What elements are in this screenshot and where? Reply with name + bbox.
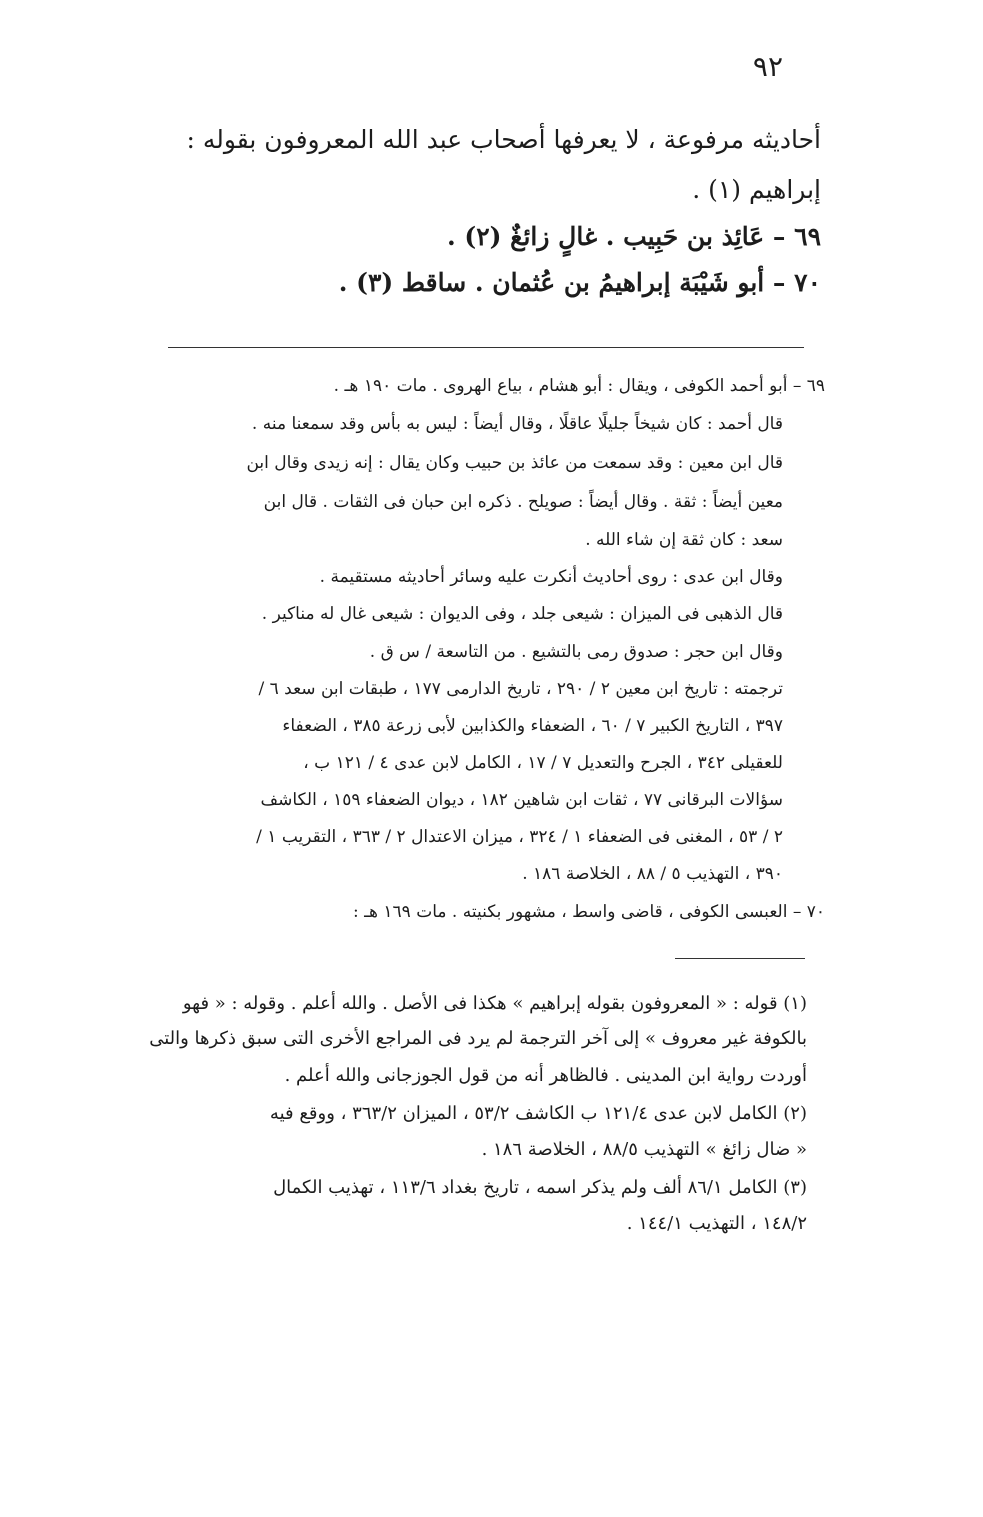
page-number: ٩٢ bbox=[752, 50, 783, 83]
footnote-line: بالكوفة غير معروف » إلى آخر الترجمة لم يرد فى المراجع الأخرى التى سبق ذكرها والتى bbox=[149, 1028, 807, 1049]
note-line: وقال ابن عدى : روى أحاديث أنكرت عليه وسائر أحاديثه مستقيمة . bbox=[319, 567, 783, 587]
main-text-line: أحاديثه مرفوعة ، لا يعرفها أصحاب عبد الله المعروفون بقوله : bbox=[186, 125, 821, 154]
note-entry-69: ٦٩ – أبو أحمد الكوفى ، ويقال : أبو هشام ، بياع الهروى . مات ١٩٠ هـ . bbox=[333, 376, 825, 396]
entry-70-heading: ٧٠ – أبو شَيْبَة إبراهيمُ بن عُثمان . ساقط (٣) . bbox=[338, 268, 821, 297]
footnote-2: (٢) الكامل لابن عدى ١٢١/٤ ب الكاشف ٥٣/٢ ، الميزان ٣٦٣/٢ ، ووقع فيه bbox=[269, 1103, 807, 1124]
note-line: سعد : كان ثقة إن شاء الله . bbox=[585, 530, 783, 550]
main-text-line: إبراهيم (١) . bbox=[692, 175, 821, 204]
references-line: سؤالات البرقانى ٧٧ ، ثقات ابن شاهين ١٨٢ ، ديوان الضعفاء ١٥٩ ، الكاشف bbox=[260, 790, 783, 810]
references-line: ٢ / ٥٣ ، المغنى فى الضعفاء ١ / ٣٢٤ ، ميزان الاعتدال ٢ / ٣٦٣ ، التقريب ١ / bbox=[256, 827, 783, 847]
note-line: معين أيضاً : ثقة . وقال أيضاً : صويلح . ذكره ابن حبان فى الثقات . قال ابن bbox=[263, 492, 783, 512]
entry-69-heading: ٦٩ – عَائِذ بن حَبِيب . غالٍ زائغٌ (٢) . bbox=[446, 222, 821, 251]
note-line: قال ابن معين : وقد سمعت من عائذ بن حبيب وكان يقال : إنه زيدى وقال ابن bbox=[246, 453, 783, 473]
footnotes-divider bbox=[675, 958, 805, 959]
footnote-3: (٣) الكامل ٨٦/١ ألف ولم يذكر اسمه ، تاريخ بغداد ١١٣/٦ ، تهذيب الكمال bbox=[273, 1177, 807, 1198]
references-line: ترجمته : تاريخ ابن معين ٢ / ٢٩٠ ، تاريخ الدارمى ١٧٧ ، طبقات ابن سعد ٦ / bbox=[258, 679, 783, 699]
footnote-1: (١) قوله : « المعروفون بقوله إبراهيم » هكذا فى الأصل . والله أعلم . وقوله : « فهو bbox=[182, 993, 807, 1014]
footnote-line: أوردت رواية ابن المدينى . فالظاهر أنه من قول الجوزجانى والله أعلم . bbox=[284, 1065, 807, 1086]
references-line: ٣٩٧ ، التاريخ الكبير ٧ / ٦٠ ، الضعفاء والكذابين لأبى زرعة ٣٨٥ ، الضعفاء bbox=[282, 716, 783, 736]
note-line: وقال ابن حجر : صدوق رمى بالتشيع . من التاسعة / س ق . bbox=[369, 642, 783, 662]
note-line: قال أحمد : كان شيخاً جليلًا عاقلًا ، وقال أيضاً : ليس به بأس وقد سمعنا منه . bbox=[251, 414, 783, 434]
notes-divider bbox=[168, 347, 804, 348]
footnote-line: ١٤٨/٢ ، التهذيب ١٤٤/١ . bbox=[626, 1213, 807, 1234]
footnote-line: « ضال زائغ » التهذيب ٨٨/٥ ، الخلاصة ١٨٦ . bbox=[481, 1139, 807, 1160]
note-line: قال الذهبى فى الميزان : شيعى جلد ، وفى الديوان : شيعى غال له مناكير . bbox=[261, 604, 783, 624]
references-line: للعقيلى ٣٤٢ ، الجرح والتعديل ٧ / ١٧ ، الكامل لابن عدى ٤ / ١٢١ ب ، bbox=[303, 753, 783, 773]
references-line: ٣٩٠ ، التهذيب ٥ / ٨٨ ، الخلاصة ١٨٦ . bbox=[522, 864, 783, 884]
note-entry-70: ٧٠ – العبسى الكوفى ، قاضى واسط ، مشهور بكنيته . مات ١٦٩ هـ : bbox=[352, 902, 825, 922]
